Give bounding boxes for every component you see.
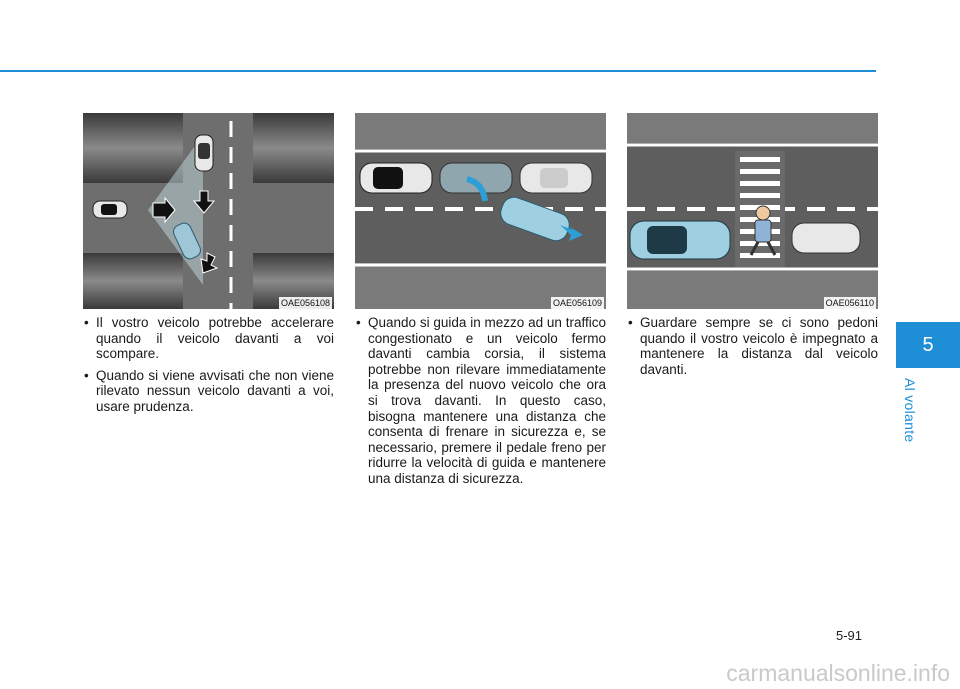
chapter-number-tab: 5 (896, 322, 960, 368)
figure-code: OAE056110 (825, 298, 874, 308)
bullet-list (355, 315, 606, 487)
figure-code: OAE056109 (552, 298, 602, 308)
bullet-item: • Il vostro veicolo potrebbe accelerare quando il veicolo davanti a voi scompare. (83, 315, 334, 362)
bullet-item: • Quando si guida in mezzo ad un traffico congestionato e un veicolo fermo davanti cambia corsia, il sistema potrebbe non rilevare immediatamente la presenza del nuovo veicolo che ora si trova davanti. In questo caso, bisogna mantenere una distanza che consenta di frenare in sicurezza e, se necessario, premere il pedale freno per ridurre la velocità di guida e mantenere una distanza di sicurezza. (355, 315, 606, 487)
lane-change-illustration (355, 113, 606, 309)
header-rule (0, 70, 876, 72)
figure-lane-change (355, 113, 606, 309)
figure-intersection (83, 113, 334, 309)
chapter-title: Al volante (902, 378, 918, 443)
bullet-item: • Quando si viene avvisati che non viene rilevato nessun veicolo davanti a voi, usare prudenza. (83, 368, 334, 415)
bullet-list (627, 315, 878, 377)
bullet-item: • Guardare sempre se ci sono pedoni quando il vostro veicolo è impegnato a mantenere la distanza dal veicolo davanti. (627, 315, 878, 377)
column-2 (355, 113, 606, 493)
pedestrian-illustration (627, 113, 878, 309)
column-1 (83, 113, 334, 421)
watermark: carmanualsonline.info (726, 660, 950, 686)
intersection-illustration (83, 113, 334, 309)
page-number: 5-91 (836, 628, 863, 643)
figure-code: OAE056108 (280, 298, 330, 308)
bullet-list (83, 315, 334, 415)
column-3 (627, 113, 878, 383)
figure-pedestrian (627, 113, 878, 309)
